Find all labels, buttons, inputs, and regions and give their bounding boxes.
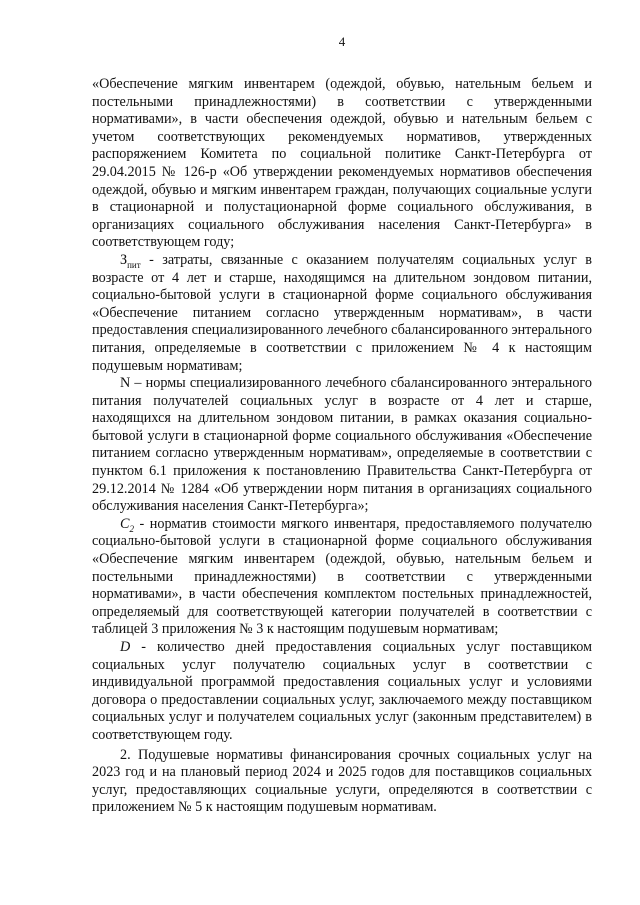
symbol-d: D bbox=[120, 639, 131, 655]
symbol-c2: $C_2$ bbox=[120, 515, 134, 534]
symbol-n: N bbox=[120, 375, 131, 392]
definition-n-text: – нормы специализированного лечебного сбалансированного энтерального питания получателей социальных услуг в возрасте от 4 лет и старше, находящихся на длительном зондовом питании, в рамках оказания социально-бытовой услуги в стационарной форме социального обслуживания «Обеспечение питанием согласно утвержденным нормативам», определяемые в соответствии с пунктом 6.1 приложения к постановлению Правительства Санкт-Петербурга от 29.12.2014 № 1284 «Об утверждении норм питания в организациях социального обслуживания населения Санкт-Петербурга»; bbox=[92, 375, 592, 515]
definition-c2-text: - норматив стоимости мягкого инвентаря, предоставляемого получателю социально-бытовой услуги в стационарной форме социального обслуживания «Обеспечение мягким инвентарем (одеждой, обувью, нательным бельем и постельными принадлежностями) в соответствии с утвержденными нормативами», в части обеспечения комплектом постельных принадлежностей, определяемый для соответствующей категории получателей в соответствии с таблицей 3 приложения № 3 к настоящим подушевым нормативам; bbox=[92, 515, 592, 638]
definition-n bbox=[92, 375, 592, 516]
definition-c2 bbox=[92, 516, 592, 639]
page-number: 4 bbox=[338, 34, 346, 49]
paragraph-urgent-services: 2. Подушевые нормативы финансирования срочных социальных услуг на 2023 год и на плановый период 2024 и 2025 годов для поставщиков социальных услуг, предоставляющих социальные услуги, определяются в соответствии с приложением № 5 к настоящим подушевым нормативам. bbox=[92, 746, 592, 816]
definition-d-text: - количество дней предоставления социальных услуг поставщиком социальных услуг получателю социальных услуг в соответствии с индивидуальной программой предоставления социальных услуг и условиями договора о предоставлении социальных услуг, заключаемого между поставщиком социальных услуг и получателем социальных услуг (законным представителем) в соответствующем году. bbox=[92, 639, 592, 743]
definition-d bbox=[92, 639, 592, 745]
definition-zpit-text: - затраты, связанные с оказанием получателям социальных услуг в возрасте от 4 лет и старше, находящимся на длительном зондовом питании, социально-бытовой услуги в стационарной форме социального обслуживания «Обеспечение питанием согласно утвержденным нормативам», в части предоставления специализированного лечебного сбалансированного энтерального питания, определяемые в соответствии с приложением № 4 к настоящим подушевым нормативам; bbox=[92, 251, 592, 374]
symbol-zpit: $З_{пит}$ bbox=[120, 251, 141, 270]
paragraph-soft-inventory-continuation: «Обеспечение мягким инвентарем (одеждой, обувью, нательным бельем и постельными принадлежностями) в соответствии с утвержденными нормативами», в части обеспечения одеждой, обувью и нательным бельем с учетом соответствующих рекомендуемых нормативов, утвержденных распоряжением Комитета по социальной политике Санкт-Петербурга от 29.04.2015 № 126-р «Об утверждении рекомендуемых нормативов обеспечения одеждой, обувью и мягким инвентарем граждан, получающих социальные услуги в стационарной и полустационарной форме социального обслуживания, в организациях социального обслуживания населения Санкт-Петербурга» в соответствующем году; bbox=[92, 76, 592, 251]
definition-zpit bbox=[92, 252, 592, 375]
